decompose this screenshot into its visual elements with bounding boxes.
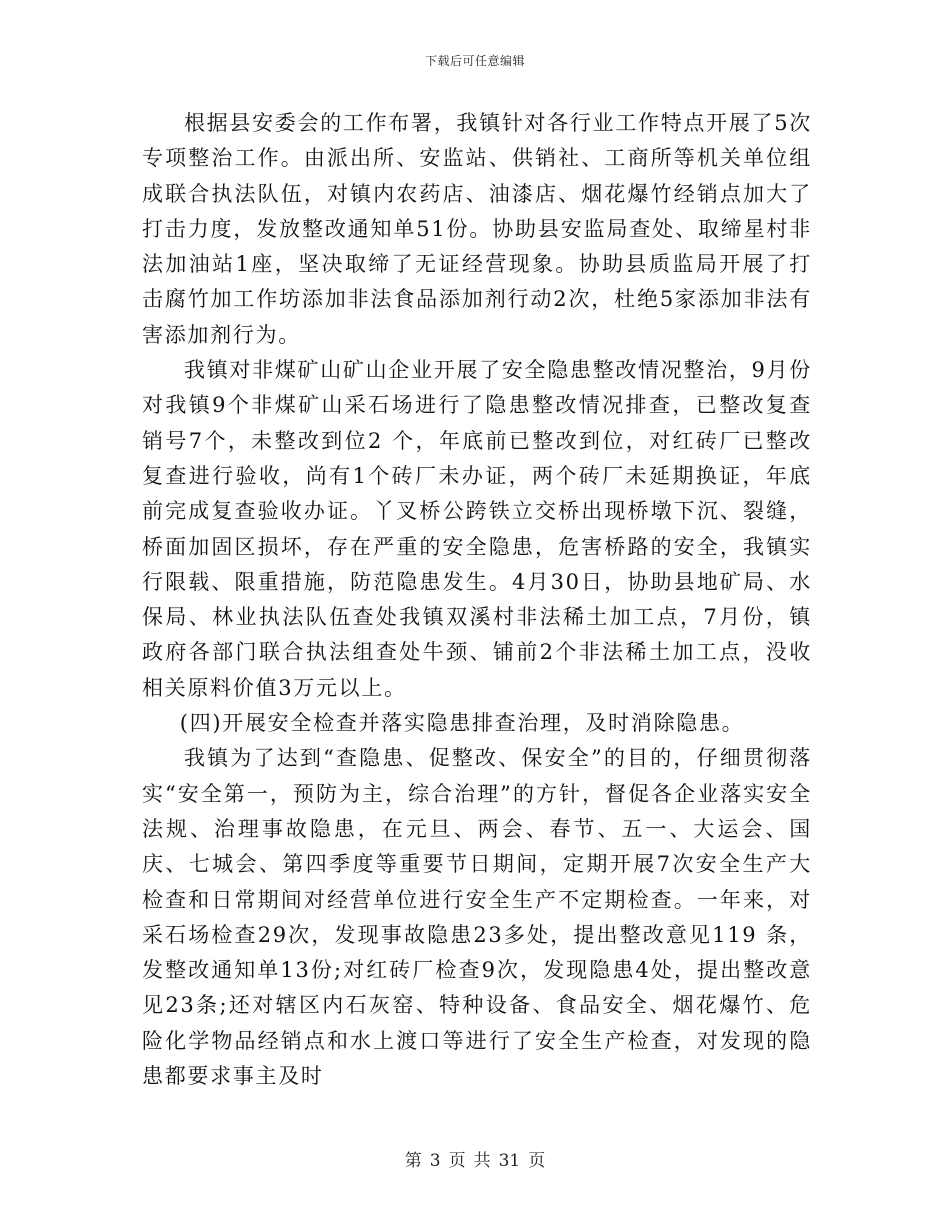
page-header: 下载后可任意编辑 [424,54,525,68]
page-footer [0,1150,950,1172]
paragraph-special-rectification: 根据县安委会的工作布署，我镇针对各行业工作特点开展了5次专项整治工作。由派出所、安监站、供销社、工商所等机关单位组成联合执法队伍，对镇内农药店、油漆店、烟花爆竹经销点加大了打击力度，发放整改通知单51份。协助县安监局查处、取缔星村非法加油站1座，坚决取缔了无证经营现象。协助县质监局开展了打击腐竹加工作坊添加非法食品添加剂行动2次，杜绝5家添加非法有害添加剂行为。 [142,111,812,347]
section-heading-safety-inspection: (四)开展安全检查并落实隐患排查治理，及时消除隐患。 [179,711,745,736]
paragraph-non-coal-mine: 我镇对非煤矿山矿山企业开展了安全隐患整改情况整治，9月份对我镇9个非煤矿山采石场进行了隐患整改情况排查，已整改复查销号7个，未整改到位2 个，年底前已整改到位，对红砖厂已整改复查进行验收，尚有1个砖厂未办证，两个砖厂未延期换证，年底前完成复查验收办证。丫叉桥公跨铁立交桥出现桥墩下沉、裂缝，桥面加固区损坏，存在严重的安全隐患，危害桥路的安全，我镇实行限载、限重措施，防范隐患发生。4月30日，协助县地矿局、水保局、林业执法队伍查处我镇双溪村非法稀土加工点，7月份，镇政府各部门联合执法组查处牛颈、铺前2个非法稀土加工点，没收相关原料价值3万元以上。 [142,358,812,700]
page-number-current: 3 [429,1151,441,1171]
document-body [142,106,812,1094]
page-footer-total-label: 共 [473,1151,491,1171]
page-footer-suffix: 页 [528,1151,546,1171]
page-number-total: 31 [498,1151,521,1171]
page-footer-prefix: 第 [404,1151,422,1171]
paragraph-safety-inspection: 我镇为了达到“查隐患、促整改、保安全”的目的，仔细贯彻落实“安全第一，预防为主，综合治理”的方针，督促各企业落实安全法规、治理事故隐患，在元旦、两会、春节、五一、大运会、国庆、七城会、第四季度等重要节日期间，定期开展7次安全生产大检查和日常期间对经营单位进行安全生产不定期检查。一年来，对采石场检查29次，发现事故隐患23多处，提出整改意见119 条，发整改通知单13份;对红砖厂检查9次，发现隐患4处，提出整改意见23条;还对辖区内石灰窑、特种设备、食品安全、烟花爆竹、危险化学物品经销点和水上渡口等进行了安全生产检查，对发现的隐患都要求事主及时 [142,746,812,1089]
page-footer-page: 页 [448,1151,466,1171]
